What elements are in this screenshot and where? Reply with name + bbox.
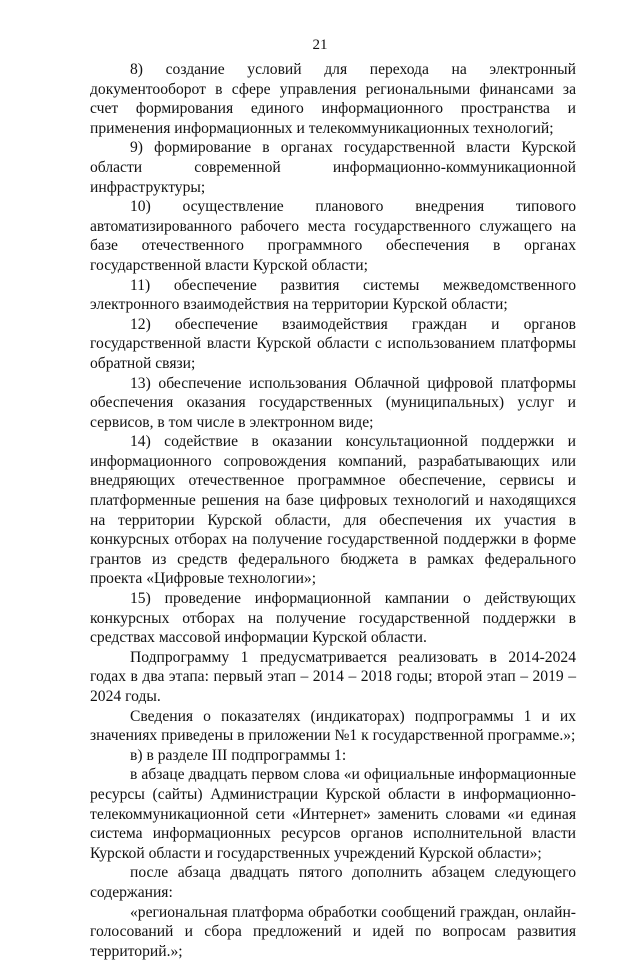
paragraph-amendment-25: после абзаца двадцать пятого дополнить абзацем следующего содержания: [90,864,576,901]
paragraph-item-14: 14) содействие в оказании консультационной поддержки и информационного сопровождения компаний, разрабатывающих или внедряющих отечественное программное обеспечение, сервисы и платформенные решения на базе цифровых технологий и находящихся на территории Курской области, для обеспечения их участия в конкурсных отборах на получение государственной поддержки в форме грантов из средств федерального бюджета в рамках федерального проекта «Цифровые технологии»; [90,433,576,588]
document-body [90,60,576,961]
paragraph-implementation-stages: Подпрограмму 1 предусматривается реализовать в 2014-2024 годах в два этапа: первый этап – 2014 – 2018 годы; второй этап – 2019 – 2024 годы. [90,648,576,705]
paragraph-item-9: 9) формирование в органах государственной власти Курской области современной информационно-коммуникационной инфраструктуры; [90,139,576,196]
paragraph-item-15: 15) проведение информационной кампании о действующих конкурсных отборах на получение государственной поддержки в средствах массовой информации Курской области. [90,590,576,647]
paragraph-amendment-21: в абзаце двадцать первом слова «и официальные информационные ресурсы (сайты) Администрации Курской области в информационно-телекоммуникационной сети «Интернет» заменить словами «и единая система информационных ресурсов органов исполнительной власти Курской области и государственных учреждений Курской области»; [90,766,576,862]
paragraph-item-11: 11) обеспечение развития системы межведомственного электронного взаимодействия на территории Курской области; [90,276,576,314]
paragraph-section-iii: в) в разделе III подпрограммы 1: [130,746,347,764]
paragraph-item-10: 10) осуществление планового внедрения типового автоматизированного рабочего места государственного служащего на базе отечественного программного обеспечения в органах государственной власти Курской области; [90,198,576,274]
page-number: 21 [312,37,328,53]
paragraph-item-12: 12) обеспечение взаимодействия граждан и органов государственной власти Курской области с использованием платформы обратной связи; [90,315,576,372]
paragraph-item-8: 8) создание условий для перехода на электронный документооборот в сфере управления региональными финансами за счет формирования единого информационного пространства и применения информационных и телекоммуникационных технологий; [90,61,576,137]
paragraph-new-clause: «региональная платформа обработки сообщений граждан, онлайн-голосований и сбора предложений и идей по вопросам развития территорий.»; [90,903,576,960]
paragraph-item-13: 13) обеспечение использования Облачной цифровой платформы обеспечения оказания государственных (муниципальных) услуг и сервисов, в том числе в электронном виде; [90,374,576,431]
paragraph-indicators: Сведения о показателях (индикаторах) подпрограммы 1 и их значениях приведены в приложении №1 к государственной программе.»; [90,707,576,745]
